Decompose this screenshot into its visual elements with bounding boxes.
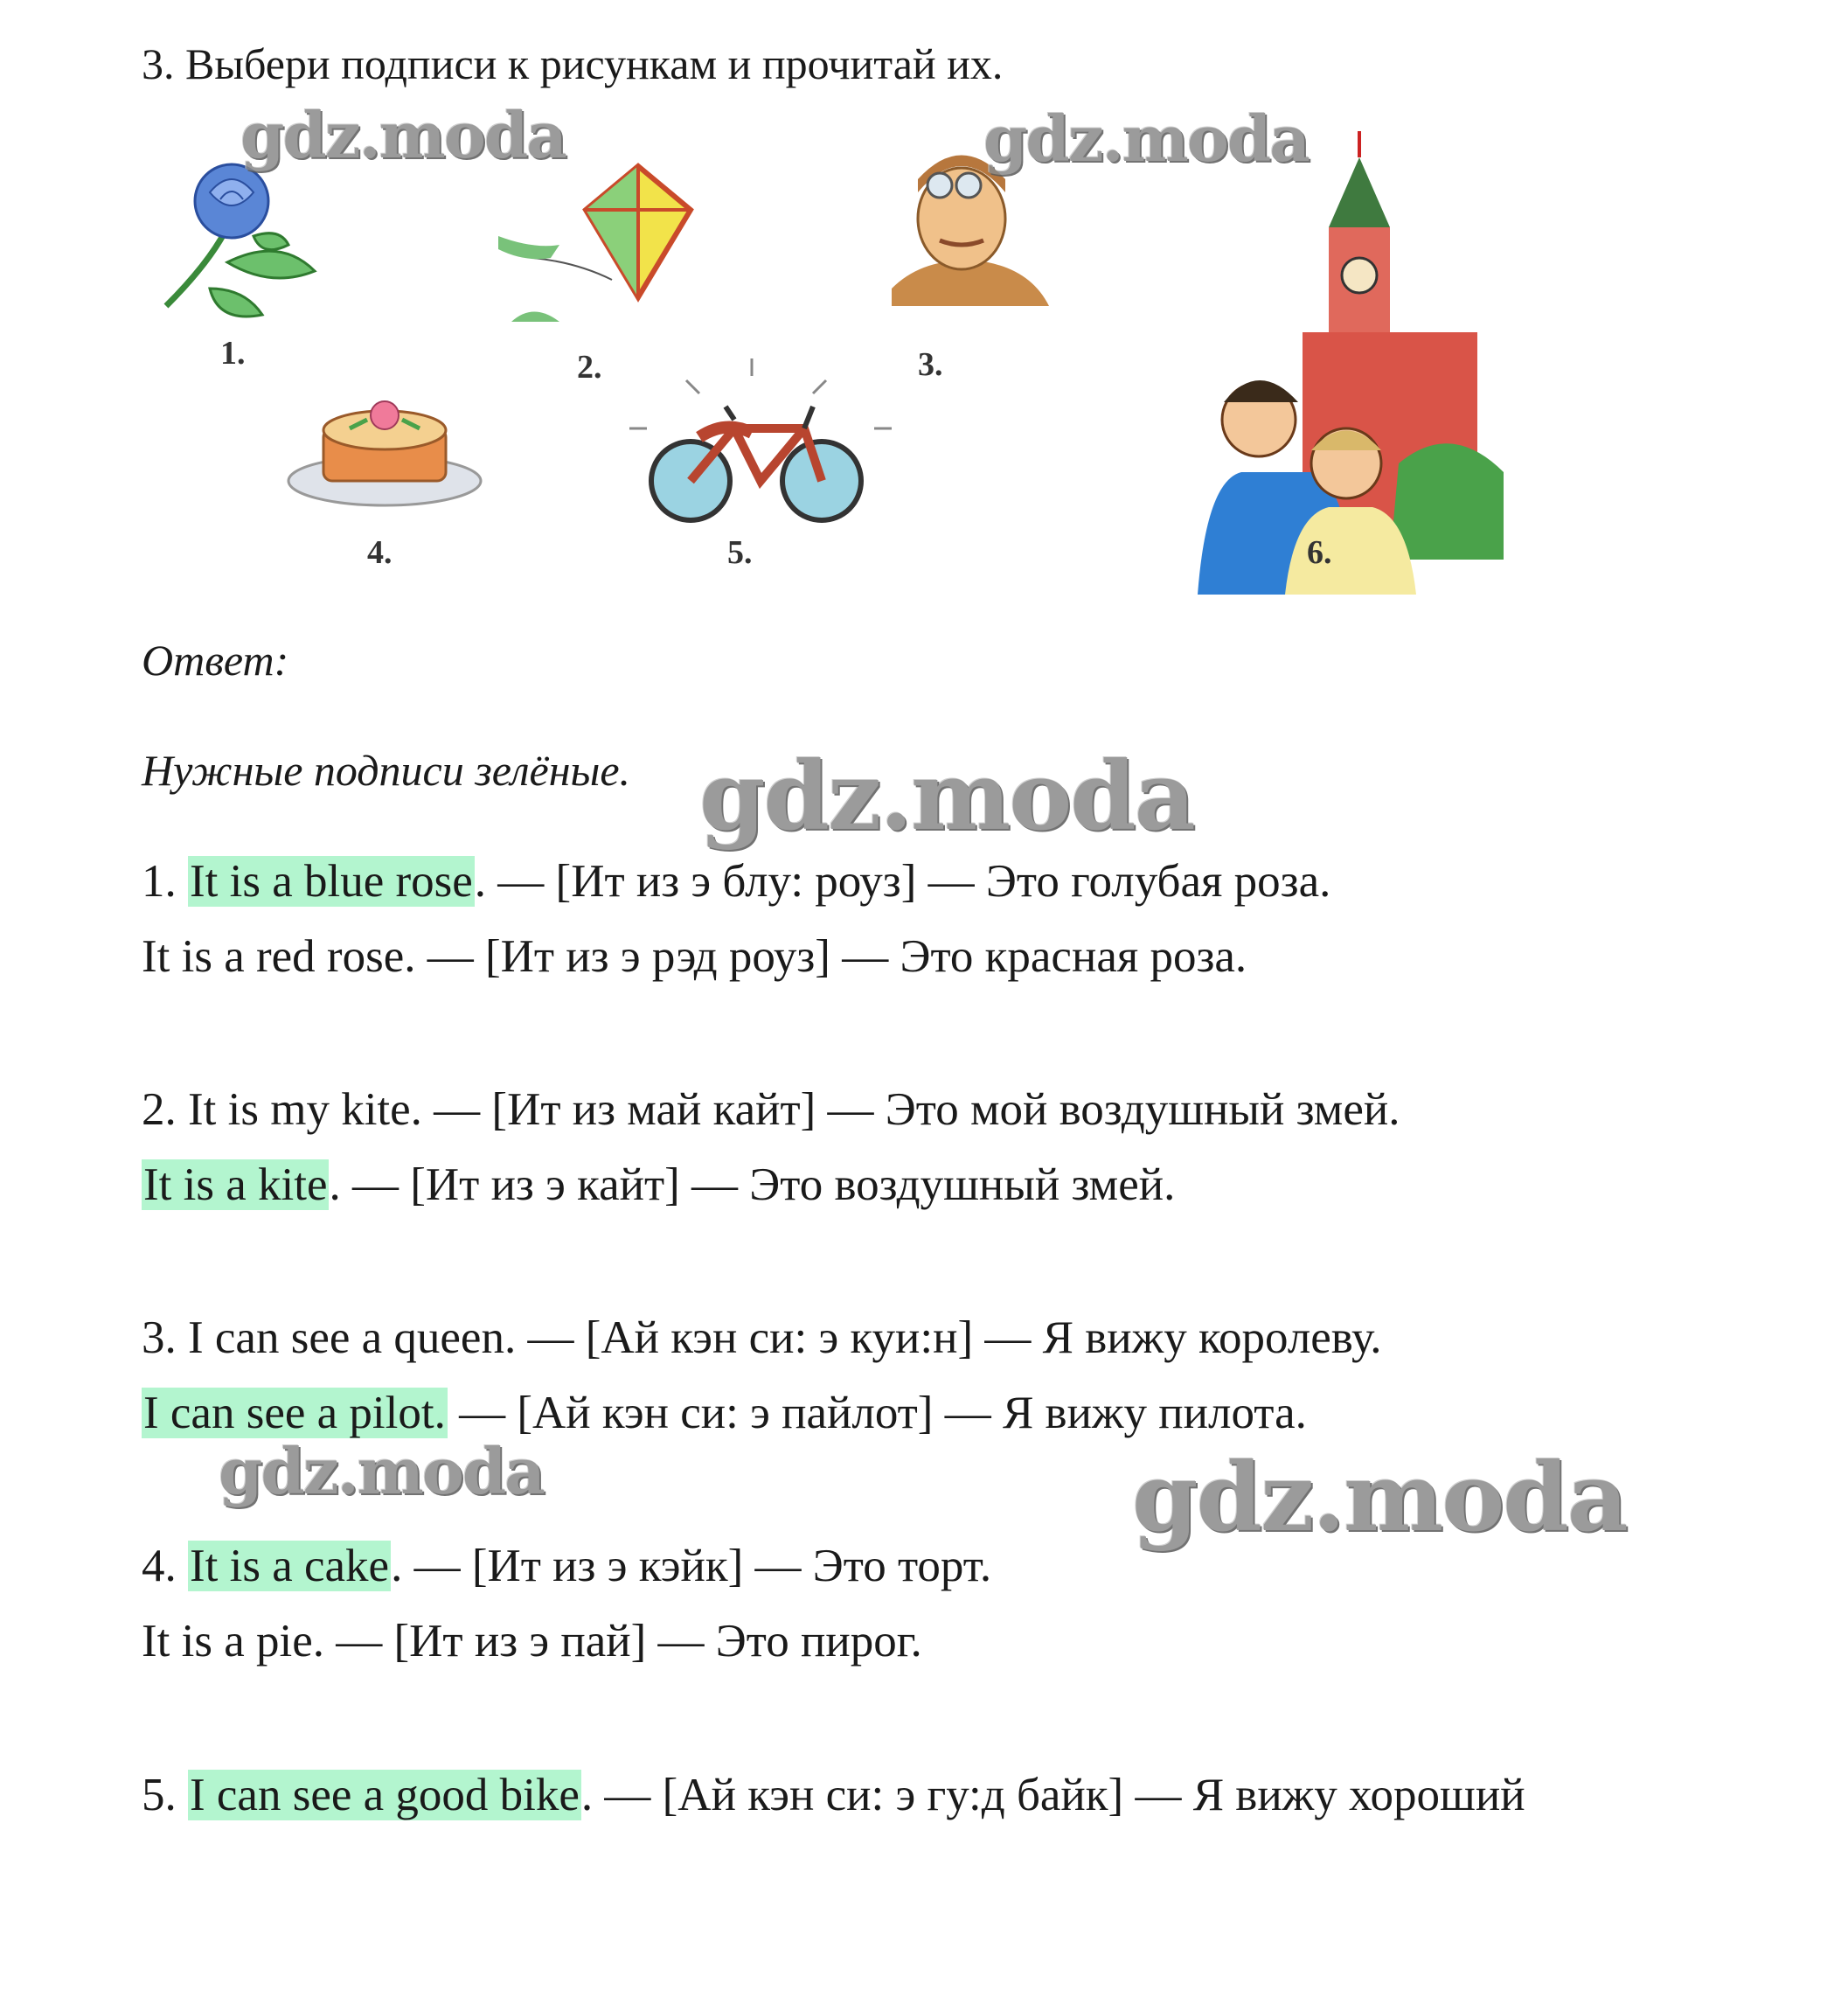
highlighted-caption: It is a kite <box>143 1159 328 1210</box>
line-rest: . — [Ит из э кайт] — Это воздушный змей. <box>329 1159 1176 1210</box>
line-prefix: 1. <box>142 856 188 907</box>
answer-line-3 <box>142 1078 1400 1141</box>
line-rest: . — [Ай кэн си: э гу:д байк] — Я вижу хороший <box>580 1770 1525 1820</box>
task-title: 3. Выбери подписи к рисункам и прочитай их. <box>142 39 1004 88</box>
highlighted-caption: I can see a good bike <box>190 1770 580 1820</box>
illustrations <box>122 105 1539 595</box>
line-prefix: 4. <box>142 1541 188 1591</box>
answer-note: Нужные подписи зелёные. <box>142 746 631 795</box>
watermark-text: gdz.moda <box>240 98 566 172</box>
kite-illustration <box>498 166 691 322</box>
answer-line-7 <box>142 1534 991 1597</box>
highlighted-caption: It is a blue rose <box>190 856 473 907</box>
answer-line-8 <box>142 1610 922 1673</box>
line-rest: . — [Ит из э кэйк] — Это торт. <box>391 1541 992 1591</box>
figure-label-1: 1. <box>220 335 246 372</box>
watermark-text: gdz.moda <box>219 1434 544 1508</box>
answer-line-5 <box>142 1306 1381 1369</box>
figure-label-4: 4. <box>367 534 393 571</box>
line-rest: 2. It is my kite. — [Ит из май кайт] — Это мой воздушный змей. <box>142 1084 1400 1135</box>
watermark-text: gdz.moda <box>1132 1443 1627 1553</box>
bike-illustration <box>629 358 892 520</box>
figure-label-2: 2. <box>577 349 602 386</box>
line-rest: It is a red rose. — [Ит из э рэд роуз] — Это красная роза. <box>142 931 1247 982</box>
pilot-illustration <box>892 156 1049 307</box>
figure-label-6: 6. <box>1307 534 1332 571</box>
line-rest: It is a pie. — [Ит из э пай] — Это пирог. <box>142 1616 922 1667</box>
answer-line-9 <box>142 1764 1525 1827</box>
highlighted-caption: I can see a pilot. <box>143 1388 446 1438</box>
line-rest: — [Ай кэн си: э пайлот] — Я вижу пилота. <box>447 1388 1307 1438</box>
illustrations-svg <box>122 105 1539 595</box>
line-prefix: 5. <box>142 1770 188 1820</box>
answer-line-2 <box>142 925 1247 988</box>
answer-line-1 <box>142 850 1330 913</box>
figure-label-5: 5. <box>727 534 753 571</box>
answer-line-4 <box>142 1153 1175 1216</box>
watermark-text: gdz.moda <box>699 741 1194 852</box>
kremlin-boys-illustration <box>1198 131 1504 595</box>
answer-label: Ответ: <box>142 636 289 685</box>
watermark-text: gdz.moda <box>983 101 1309 176</box>
cake-illustration <box>288 401 481 505</box>
figure-label-3: 3. <box>918 346 943 383</box>
highlighted-caption: It is a cake <box>190 1541 390 1591</box>
line-rest: . — [Ит из э блу: роуз] — Это голубая роза. <box>474 856 1331 907</box>
line-rest: 3. I can see a queen. — [Ай кэн си: э куи:н] — Я вижу королеву. <box>142 1312 1382 1363</box>
blue-rose-illustration <box>166 164 315 317</box>
